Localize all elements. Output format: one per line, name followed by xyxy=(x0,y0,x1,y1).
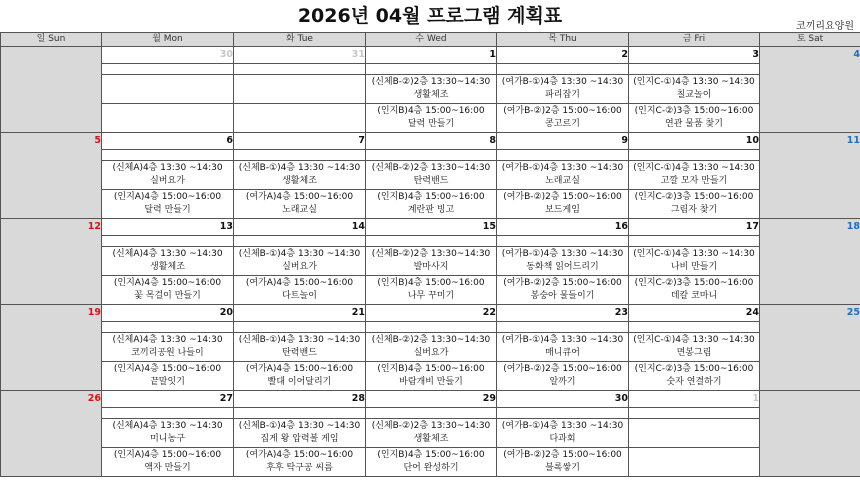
program-cell xyxy=(629,419,760,448)
program-activity: 집게 왕 압력볼 게임 xyxy=(260,434,339,444)
late-program-row xyxy=(1,448,860,477)
program-time: (인지B)4층 15:00~16:00 xyxy=(377,450,485,460)
spacer-cell xyxy=(234,64,366,75)
spacer-cell xyxy=(629,150,760,161)
program-time: (신체A)4층 13:30 ~14:30 xyxy=(112,249,223,259)
spacer-cell xyxy=(366,236,497,247)
day-number: 27 xyxy=(102,391,234,408)
program-activity: 콩고르기 xyxy=(545,119,580,129)
program-cell xyxy=(234,190,366,219)
program-cell xyxy=(497,104,629,133)
program-activity: 봉숭아 물들이기 xyxy=(530,291,595,301)
program-time: (신체A)4층 13:30 ~14:30 xyxy=(112,163,223,173)
program-cell xyxy=(497,419,629,448)
program-cell xyxy=(497,247,629,276)
program-time: (신체B-②)2층 13:30~14:30 xyxy=(371,249,491,259)
program-activity: 꽃 목걸이 만들기 xyxy=(134,291,201,301)
program-activity: 동화책 읽어드리기 xyxy=(526,262,599,272)
program-time: (신체B-①)4층 13:30 ~14:30 xyxy=(238,163,361,173)
program-calendar xyxy=(0,32,860,477)
program-activity: 바람개비 만들기 xyxy=(399,377,463,387)
header-wed: 수 Wed xyxy=(366,33,497,47)
program-cell xyxy=(234,276,366,305)
header-sun: 일 Sun xyxy=(1,33,102,47)
program-activity: 숫자 연결하기 xyxy=(666,377,722,387)
spacer-cell xyxy=(234,408,366,419)
spacer-cell xyxy=(629,64,760,75)
day-number: 1 xyxy=(629,391,760,408)
program-time: (인지A)4층 15:00~16:00 xyxy=(113,450,222,460)
program-time: (신체B-①)4층 13:30 ~14:30 xyxy=(238,421,361,431)
program-time: (신체B-②)2층 13:30~14:30 xyxy=(371,163,491,173)
program-activity: 고깔 모자 만들기 xyxy=(660,176,728,186)
program-time: (여가B-①)4층 13:30 ~14:30 xyxy=(501,421,624,431)
program-time: (여가A)4층 15:00~16:00 xyxy=(245,278,354,288)
saturday-cell: 11 xyxy=(760,133,860,219)
day-number: 8 xyxy=(366,133,497,150)
header-sat: 토 Sat xyxy=(760,33,860,47)
program-time: (인지C-①)4층 13:30 ~14:30 xyxy=(633,249,755,259)
program-time: (인지B)4층 15:00~16:00 xyxy=(377,106,485,116)
program-time: (인지A)4층 15:00~16:00 xyxy=(113,364,222,374)
spacer-cell xyxy=(497,322,629,333)
program-time: (여가B-①)4층 13:30 ~14:30 xyxy=(501,77,624,87)
program-time: (여가B-②)2층 15:00~16:00 xyxy=(503,192,622,202)
day-number: 9 xyxy=(497,133,629,150)
week-row-number xyxy=(1,391,860,408)
program-activity: 생활체조 xyxy=(413,90,449,100)
program-time: (여가A)4층 15:00~16:00 xyxy=(245,450,354,460)
spacer-cell xyxy=(629,322,760,333)
week-row-number xyxy=(1,305,860,322)
program-cell xyxy=(102,419,234,448)
program-cell xyxy=(102,161,234,190)
program-activity: 나무 꾸미기 xyxy=(407,291,455,301)
late-program-row xyxy=(1,190,860,219)
program-cell xyxy=(629,448,760,477)
program-time: (여가B-①)4층 13:30 ~14:30 xyxy=(501,163,624,173)
day-number: 21 xyxy=(234,305,366,322)
program-cell xyxy=(102,276,234,305)
program-time: (여가A)4층 15:00~16:00 xyxy=(245,364,354,374)
week-row-gap xyxy=(1,322,860,333)
program-cell xyxy=(366,247,497,276)
program-activity: 미니농구 xyxy=(150,434,185,444)
spacer-cell xyxy=(102,408,234,419)
program-time: (신체B-②)2층 13:30~14:30 xyxy=(371,335,491,345)
program-activity: 노래교실 xyxy=(282,205,317,215)
program-activity: 계란판 빙고 xyxy=(407,205,455,215)
spacer-cell xyxy=(366,64,497,75)
day-number: 3 xyxy=(629,47,760,64)
day-number: 10 xyxy=(629,133,760,150)
program-activity: 탄력밴드 xyxy=(413,176,449,186)
program-activity: 연관 물품 찾기 xyxy=(665,119,723,129)
program-activity: 실버요가 xyxy=(282,262,317,272)
program-cell xyxy=(234,104,366,133)
program-activity: 생활체조 xyxy=(413,434,449,444)
program-cell xyxy=(366,161,497,190)
week-row-gap xyxy=(1,64,860,75)
afternoon-program-row xyxy=(1,161,860,190)
sunday-cell xyxy=(1,47,102,133)
program-cell xyxy=(102,448,234,477)
day-number: 20 xyxy=(102,305,234,322)
spacer-cell xyxy=(497,236,629,247)
program-time: (인지C-①)4층 13:30 ~14:30 xyxy=(633,77,755,87)
program-cell xyxy=(102,190,234,219)
program-activity: 노래교실 xyxy=(545,176,580,186)
program-cell xyxy=(629,104,760,133)
program-activity: 매니큐어 xyxy=(545,348,580,358)
week-row-number xyxy=(1,219,860,236)
program-time: (인지C-②)3층 15:00~16:00 xyxy=(634,278,754,288)
program-activity: 생활체조 xyxy=(150,262,185,272)
program-activity: 다과회 xyxy=(549,434,576,444)
program-activity: 빨대 이어달리기 xyxy=(267,377,332,387)
day-number: 31 xyxy=(234,47,366,64)
saturday-cell: 4 xyxy=(760,47,860,133)
program-activity: 파리잡기 xyxy=(545,90,580,100)
program-cell xyxy=(234,161,366,190)
program-cell xyxy=(366,190,497,219)
program-time: (인지C-①)4층 13:30 ~14:30 xyxy=(633,335,755,345)
program-cell xyxy=(234,362,366,391)
program-activity: 칠교놀이 xyxy=(676,90,712,100)
program-time: (인지B)4층 15:00~16:00 xyxy=(377,364,485,374)
week-row-gap xyxy=(1,408,860,419)
program-cell xyxy=(102,75,234,104)
spacer-cell xyxy=(497,408,629,419)
program-time: (인지C-②)3층 15:00~16:00 xyxy=(634,192,754,202)
spacer-cell xyxy=(234,150,366,161)
day-number: 1 xyxy=(366,47,497,64)
day-number: 24 xyxy=(629,305,760,322)
program-activity: 달력 만들기 xyxy=(407,119,455,129)
program-time: (인지C-②)3층 15:00~16:00 xyxy=(634,364,754,374)
program-time: (인지C-②)3층 15:00~16:00 xyxy=(634,106,754,116)
program-time: (신체A)4층 13:30 ~14:30 xyxy=(112,335,223,345)
program-activity: 달력 만들기 xyxy=(144,205,191,215)
program-cell xyxy=(497,190,629,219)
program-time: (신체B-②)2층 13:30~14:30 xyxy=(371,421,491,431)
program-activity: 다트놀이 xyxy=(282,291,317,301)
program-activity: 블록쌓기 xyxy=(545,463,580,473)
week-row-gap xyxy=(1,236,860,247)
program-activity: 보드게임 xyxy=(545,205,580,215)
program-activity: 끝말잇기 xyxy=(150,377,185,387)
program-cell xyxy=(102,104,234,133)
sunday-cell: 12 xyxy=(1,219,102,305)
program-cell xyxy=(629,247,760,276)
day-number: 16 xyxy=(497,219,629,236)
program-activity: 액자 만들기 xyxy=(144,463,191,473)
program-time: (인지B)4층 15:00~16:00 xyxy=(377,192,485,202)
day-number: 22 xyxy=(366,305,497,322)
weekday-header-row xyxy=(1,33,860,47)
program-time: (인지B)4층 15:00~16:00 xyxy=(377,278,485,288)
program-cell xyxy=(234,247,366,276)
program-cell xyxy=(102,362,234,391)
program-activity: 실버요가 xyxy=(150,176,185,186)
afternoon-program-row xyxy=(1,75,860,104)
program-time: (여가B-②)2층 15:00~16:00 xyxy=(503,278,622,288)
program-cell xyxy=(234,75,366,104)
program-cell xyxy=(629,161,760,190)
program-activity: 생활체조 xyxy=(282,176,317,186)
program-time: (여가B-①)4층 13:30 ~14:30 xyxy=(501,335,624,345)
late-program-row xyxy=(1,362,860,391)
day-number: 2 xyxy=(497,47,629,64)
program-cell xyxy=(629,333,760,362)
program-time: (여가B-②)2층 15:00~16:00 xyxy=(503,450,622,460)
program-time: (여가B-①)4층 13:30 ~14:30 xyxy=(501,249,624,259)
program-cell xyxy=(234,333,366,362)
week-row-gap xyxy=(1,150,860,161)
sunday-cell: 5 xyxy=(1,133,102,219)
day-number: 17 xyxy=(629,219,760,236)
day-number: 7 xyxy=(234,133,366,150)
day-number: 30 xyxy=(102,47,234,64)
day-number: 15 xyxy=(366,219,497,236)
spacer-cell xyxy=(234,236,366,247)
program-activity: 코끼리공원 나들이 xyxy=(131,348,204,358)
program-time: (여가A)4층 15:00~16:00 xyxy=(245,192,354,202)
spacer-cell xyxy=(102,322,234,333)
day-number: 6 xyxy=(102,133,234,150)
program-cell xyxy=(497,448,629,477)
late-program-row xyxy=(1,104,860,133)
header-mon: 월 Mon xyxy=(102,33,234,47)
day-number: 14 xyxy=(234,219,366,236)
program-activity: 나비 만들기 xyxy=(670,262,718,272)
program-cell xyxy=(629,276,760,305)
saturday-cell xyxy=(760,391,860,477)
program-time: (인지C-①)4층 13:30 ~14:30 xyxy=(633,163,755,173)
header-thu: 목 Thu xyxy=(497,33,629,47)
late-program-row xyxy=(1,276,860,305)
spacer-cell xyxy=(366,150,497,161)
program-cell xyxy=(234,419,366,448)
program-cell xyxy=(497,161,629,190)
program-cell xyxy=(629,190,760,219)
program-activity: 면봉그림 xyxy=(676,348,712,358)
program-cell xyxy=(497,333,629,362)
spacer-cell xyxy=(234,322,366,333)
saturday-cell: 18 xyxy=(760,219,860,305)
spacer-cell xyxy=(497,150,629,161)
spacer-cell xyxy=(102,150,234,161)
spacer-cell xyxy=(497,64,629,75)
program-cell xyxy=(497,362,629,391)
day-number: 30 xyxy=(497,391,629,408)
program-activity: 탄력밴드 xyxy=(282,348,317,358)
afternoon-program-row xyxy=(1,419,860,448)
program-time: (인지A)4층 15:00~16:00 xyxy=(113,192,222,202)
program-time: (여가B-②)2층 15:00~16:00 xyxy=(503,106,622,116)
program-time: (여가B-②)2층 15:00~16:00 xyxy=(503,364,622,374)
program-cell xyxy=(234,448,366,477)
program-time: (신체B-①)4층 13:30 ~14:30 xyxy=(238,249,361,259)
page-title: 2026년 04월 프로그램 계획표 xyxy=(297,5,563,27)
program-time: (신체B-②)2층 13:30~14:30 xyxy=(371,77,491,87)
week-row-number xyxy=(1,47,860,64)
program-activity: 발마사지 xyxy=(413,262,449,272)
header-fri: 금 Fri xyxy=(629,33,760,47)
saturday-cell: 25 xyxy=(760,305,860,391)
day-number: 29 xyxy=(366,391,497,408)
program-cell xyxy=(366,419,497,448)
spacer-cell xyxy=(102,64,234,75)
program-cell xyxy=(629,75,760,104)
brand-label: 코끼리요양원 xyxy=(796,21,854,32)
program-time: (인지A)4층 15:00~16:00 xyxy=(113,278,222,288)
spacer-cell xyxy=(629,236,760,247)
program-activity: 그림자 찾기 xyxy=(670,205,718,215)
header-tue: 화 Tue xyxy=(234,33,366,47)
program-activity: 데칼 코마니 xyxy=(670,291,718,301)
program-activity: 실버요가 xyxy=(413,348,449,358)
program-cell xyxy=(497,276,629,305)
program-cell xyxy=(629,362,760,391)
program-cell xyxy=(497,75,629,104)
program-cell xyxy=(366,362,497,391)
program-cell xyxy=(366,276,497,305)
program-activity: 후후 탁구공 씨름 xyxy=(266,463,333,473)
spacer-cell xyxy=(629,408,760,419)
program-cell xyxy=(366,333,497,362)
program-activity: 알까기 xyxy=(549,377,576,387)
afternoon-program-row xyxy=(1,247,860,276)
spacer-cell xyxy=(366,408,497,419)
spacer-cell xyxy=(102,236,234,247)
program-cell xyxy=(102,333,234,362)
spacer-cell xyxy=(366,322,497,333)
program-cell xyxy=(102,247,234,276)
day-number: 23 xyxy=(497,305,629,322)
program-cell xyxy=(366,448,497,477)
program-time: (신체A)4층 13:30 ~14:30 xyxy=(112,421,223,431)
program-activity: 단어 완성하기 xyxy=(403,463,459,473)
sunday-cell: 19 xyxy=(1,305,102,391)
day-number: 28 xyxy=(234,391,366,408)
day-number: 13 xyxy=(102,219,234,236)
program-time: (신체B-①)4층 13:30 ~14:30 xyxy=(238,335,361,345)
program-cell xyxy=(366,104,497,133)
week-row-number xyxy=(1,133,860,150)
sunday-cell: 26 xyxy=(1,391,102,477)
afternoon-program-row xyxy=(1,333,860,362)
program-cell xyxy=(366,75,497,104)
